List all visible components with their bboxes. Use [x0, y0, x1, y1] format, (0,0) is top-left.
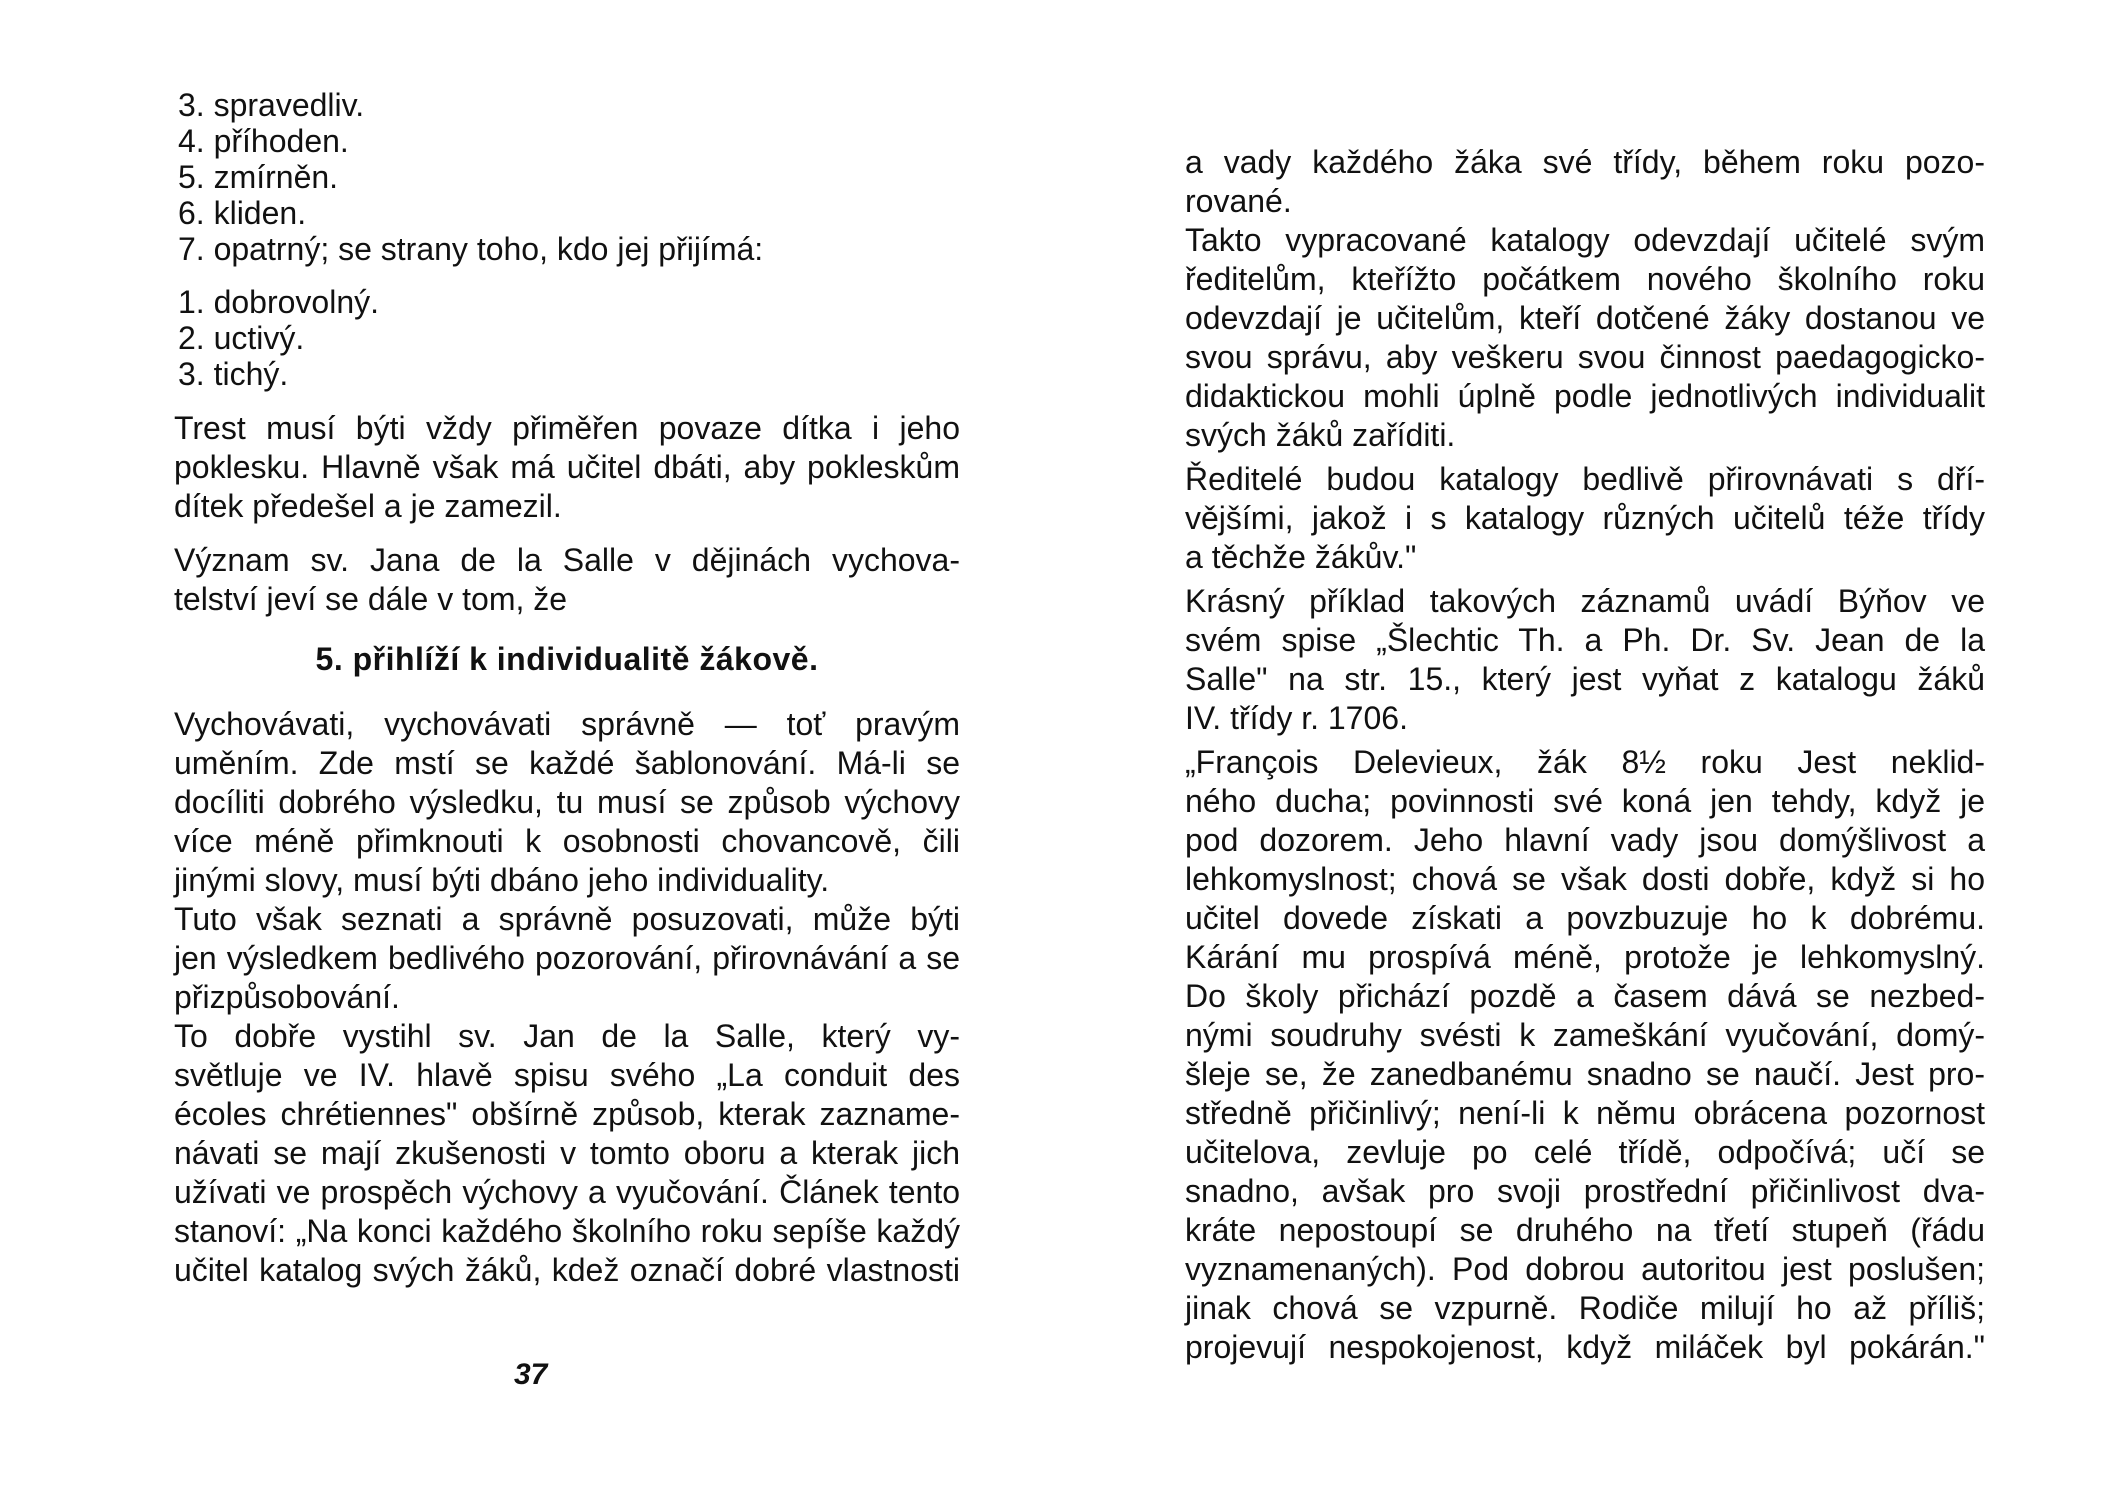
text-line: návati se mají zkušenosti v tomto oboru a kterak jich — [174, 1135, 960, 1171]
list-item: 3. tichý. — [178, 356, 289, 392]
text-line: snadno, avšak pro svoji prostřední přičinlivost dva- — [1185, 1173, 1985, 1209]
text-line: vyznamenaných). Pod dobrou autoritou jest poslušen; — [1185, 1251, 1985, 1287]
text-line: Trest musí býti vždy přiměřen povaze dítka i jeho — [174, 410, 960, 446]
text-line: ného ducha; povinnosti své koná jen tehdy, když je — [1185, 783, 1985, 819]
text-line: učitelova, zevluje po celé třídě, odpočívá; učí se — [1185, 1134, 1985, 1170]
text-line: Ředitelé budou katalogy bedlivě přirovnávati s dří- — [1185, 461, 1985, 497]
text-line: IV. třídy r. 1706. — [1185, 700, 1408, 736]
text-line: Tuto však seznati a správně posuzovati, může býti — [174, 901, 960, 937]
page-number: 37 — [514, 1358, 548, 1391]
text-line: To dobře vystihl sv. Jan de la Salle, který vy- — [174, 1018, 960, 1054]
text-line: učitel katalog svých žáků, kdež označí dobré vlastnosti — [174, 1252, 960, 1288]
text-line: „François Delevieux, žák 8½ roku Jest neklid- — [1185, 744, 1985, 780]
text-line: vějšími, jakož i s katalogy různých učitelů téže třídy — [1185, 500, 1985, 536]
text-line: Význam sv. Jana de la Salle v dějinách vychova- — [174, 542, 960, 578]
list-item: 3. spravedliv. — [178, 87, 365, 123]
text-line: a vady každého žáka své třídy, během roku pozo- — [1185, 144, 1985, 180]
list-item: 2. uctivý. — [178, 320, 305, 356]
section-heading: 5. přihlíží k individualitě žákově. — [315, 641, 819, 677]
text-line: Salle" na str. 15., který jest vyňat z katalogu žáků — [1185, 661, 1985, 697]
text-line: ředitelům, kteřížto počátkem nového školního roku — [1185, 261, 1985, 297]
text-line: stanoví: „Na konci každého školního roku sepíše každý — [174, 1213, 960, 1249]
list-item: 7. opatrný; se strany toho, kdo jej přijímá: — [178, 231, 764, 267]
text-line: écoles chrétiennes" obšírně způsob, kterak zazname- — [174, 1096, 960, 1132]
list-item: 1. dobrovolný. — [178, 284, 380, 320]
text-line: šleje se, že zanedbanému snadno se naučí. Jest pro- — [1185, 1056, 1985, 1092]
text-line: více méně přimknouti k osobnosti chovancově, čili — [174, 823, 960, 859]
text-line: užívati ve prospěch výchovy a vyučování. Článek tento — [174, 1174, 960, 1210]
list-item: 5. zmírněn. — [178, 159, 339, 195]
text-line: nými soudruhy svésti k zameškání vyučování, domý- — [1185, 1017, 1985, 1053]
text-line: didaktickou mohli úplně podle jednotlivých individualit — [1185, 378, 1985, 414]
text-line: svém spise „Šlechtic Th. a Ph. Dr. Sv. Jean de la — [1185, 622, 1985, 658]
text-line: Takto vypracované katalogy odevzdají učitelé svým — [1185, 222, 1985, 258]
text-line: dítek předešel a je zamezil. — [174, 488, 562, 524]
text-line: Do školy přichází pozdě a časem dává se nezbed- — [1185, 978, 1985, 1014]
text-line: pod dozorem. Jeho hlavní vady jsou domýšlivost a — [1185, 822, 1985, 858]
list-item: 4. příhoden. — [178, 123, 349, 159]
text-line: jinými slovy, musí býti dbáno jeho individuality. — [174, 862, 830, 898]
text-line: jinak chová se vzpurně. Rodiče milují ho až příliš; — [1185, 1290, 1985, 1326]
text-line: středně přičinlivý; není-li k němu obrácena pozornost — [1185, 1095, 1985, 1131]
text-line: Krásný příklad takových záznamů uvádí Býňov ve — [1185, 583, 1985, 619]
text-line: učitel dovede získati a povzbuzuje ho k dobrému. — [1185, 900, 1985, 936]
text-line: uměním. Zde mstí se každé šablonování. Má-li se — [174, 745, 960, 781]
text-line: Kárání mu prospívá méně, protože je lehkomyslný. — [1185, 939, 1985, 975]
text-line: odevzdají je učitelům, kteří dotčené žáky dostanou ve — [1185, 300, 1985, 336]
text-line: svých žáků zaříditi. — [1185, 417, 1456, 453]
text-line: přizpůsobování. — [174, 979, 400, 1015]
text-line: Vychovávati, vychovávati správně — toť pravým — [174, 706, 960, 742]
text-line: docíliti dobrého výsledku, tu musí se způsob výchovy — [174, 784, 960, 820]
text-line: telství jeví se dále v tom, že — [174, 581, 568, 617]
text-line: světluje ve IV. hlavě spisu svého „La conduit des — [174, 1057, 960, 1093]
text-line: jen výsledkem bedlivého pozorování, přirovnávání a se — [174, 940, 960, 976]
list-item: 6. kliden. — [178, 195, 307, 231]
text-line: kráte nepostoupí se druhého na třetí stupeň (řádu — [1185, 1212, 1985, 1248]
text-line: svou správu, aby veškeru svou činnost paedagogicko- — [1185, 339, 1985, 375]
text-line: lehkomyslnost; chová se však dosti dobře, když si ho — [1185, 861, 1985, 897]
text-line: a těchže žákův." — [1185, 539, 1417, 575]
text-line: rované. — [1185, 183, 1292, 219]
text-line: projevují nespokojenost, když miláček byl pokárán." — [1185, 1329, 1985, 1365]
text-line: poklesku. Hlavně však má učitel dbáti, aby pokleskům — [174, 449, 960, 485]
